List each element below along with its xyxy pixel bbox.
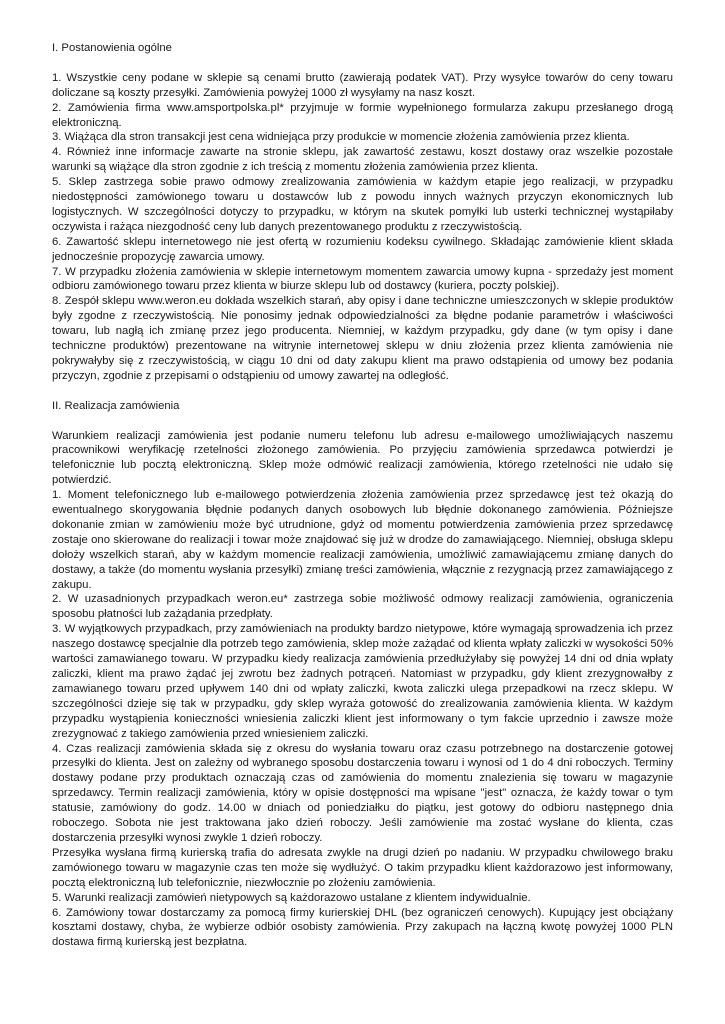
paragraph-2-6: 6. Zamówiony towar dostarczamy za pomocą firmy kurierskiej DHL (bez ograniczeń cenowych). Kupujący jest obciążany kosztami dostawy, chyba, że wybierze odbiór osobisty zamówienia. Przy zakupach na łączną kwotę powyżej 1000 PLN dostawa firmą kurierską jest bezpłatna.	[52, 906, 673, 949]
paragraph-2-1: 1. Moment telefonicznego lub e-mailowego potwierdzenia złożenia zamówienia przez sprzedawcę jest też okazją do ewentualnego skorygowania błędnie podanych danych osobowych lub błędnie dokonanego zamówienia. Późniejsze dokonanie zmian w zamówieniu może być utrudnione, gdyż od momentu potwierdzenia zamówienia przez sprzedawcę zostaje ono skierowane do realizacji i towar może znajdować się już w drodze do zamawiającego. Niemniej, obsługa sklepu dołoży wszelkich starań, aby w każdym momencie realizacji zamówienia, umożliwić zamawiającemu zmianę danych do dostawy, a także (do momentu wysłania przesyłki) zmianę treści zamówienia, włącznie z rezygnacją przez zamawiającego z zakupu.	[52, 489, 673, 591]
spacer	[52, 384, 673, 399]
paragraph-2-4-cont: Przesyłka wysłana firmą kurierską trafia do adresata zwykle na drugi dzień po nadaniu. W przypadku chwilowego braku zamówionego towaru w magazynie czas ten może się wydłużyć. O takim przypadku klient każdorazowo jest informowany, pocztą elektroniczną lub telefonicznie, niezwłocznie po złożeniu zamówienia.	[52, 846, 673, 889]
paragraph-1-3: 3. Wiążąca dla stron transakcji jest cena widniejąca przy produkcie w momencie złożenia zamówienia przez klienta.	[52, 131, 630, 144]
paragraph-1-8: 8. Zespół sklepu www.weron.eu dokłada wszelkich starań, aby opisy i dane techniczne umieszczonych w sklepie produktów były zgodne z rzeczywistością. Nie ponosimy jednak odpowiedzialności za błędne podanie parametrów i właściwości towaru, lub nagłą ich zmianę przez jego producenta. Niemniej, w każdym przypadku, gdy dane (w tym opisy i dane techniczne produktów) prezentowane na witrynie internetowej sklepu w dniu złożenia przez klienta zamówienia nie pokrywałyby się z rzeczywistością, w ciągu 10 dni od daty zakupu klient ma prawo odstąpienia od umowy bez podania przyczyn, zgodnie z przepisami o odstąpieniu od umowy zawartej na odległość.	[52, 295, 673, 382]
section-2-heading: II. Realizacja zamówienia	[52, 399, 180, 412]
paragraph-2-3: 3. W wyjątkowych przypadkach, przy zamówieniach na produkty bardzo nietypowe, które wymagają sprowadzenia ich przez naszego dostawcę specjalnie dla potrzeb tego zamówienia, sklep może zażądać od klienta wpłaty zaliczki w wysokości 50% wartości zamawianego towaru. W przypadku kiedy realizacja zamówienia przedłużyłaby się powyżej 14 dni od dnia wpłaty zaliczki, klient ma prawo żądać jej zwrotu bez żadnych potrąceń. Natomiast w przypadku, gdy klient zrezygnowałby z zamawianego towaru przed upływem 140 dni od wpłaty zaliczki, kwota zaliczki ulega przepadkowi na rzecz sklepu. W szczególności dzieje się tak w przypadku, gdy sklep wyraża gotowość do zrealizowania zamówienia klienta. W każdym przypadku wystąpienia konieczności wniesienia zaliczki klient jest informowany o tym fakcie uprzednio i zawsze może zrezygnować z takiego zamówienia przed wniesieniem zaliczki.	[52, 623, 673, 740]
paragraph-2-5: 5. Warunki realizacji zamówień nietypowych są każdorazowo ustalane z klientem indywidualnie.	[52, 891, 531, 904]
paragraph-1-7: 7. W przypadku złożenia zamówienia w sklepie internetowym momentem zawarcia umowy kupna - sprzedaży jest moment odbioru zamówionego towaru przez klienta w biurze sklepu lub od dostawcy (kuriera, poczty polskiej).	[52, 265, 673, 293]
paragraph-1-6: 6. Zawartość sklepu internetowego nie jest ofertą w rozumieniu kodeksu cywilnego. Składając zamówienie klient składa jednocześnie propozycję zawarcia umowy.	[52, 235, 673, 263]
spacer	[52, 414, 673, 429]
document-page	[52, 41, 673, 950]
paragraph-2-2: 2. W uzasadnionych przypadkach weron.eu* zastrzega sobie możliwość odmowy realizacji zamówienia, ograniczenia sposobu płatności lub zażądania przedpłaty.	[52, 593, 673, 621]
paragraph-1-1: 1. Wszystkie ceny podane w sklepie są cenami brutto (zawierają podatek VAT). Przy wysyłce towarów do ceny towaru doliczane są koszty przesyłki. Zamówienia powyżej 1000 zł wysyłamy na nasz koszt.	[52, 71, 673, 99]
paragraph-2-intro: Warunkiem realizacji zamówienia jest podanie numeru telefonu lub adresu e-mailowego umożliwiających naszemu pracownikowi weryfikację rzetelności złożonego zamówienia. Po przyjęciu zamówienia sprzedawca potwierdzi je telefonicznie lub pocztą elektroniczną. Sklep może odmówić realizacji zamówienia, którego rzetelności nie udało się potwierdzić.	[52, 429, 673, 487]
spacer	[52, 56, 673, 71]
paragraph-1-5: 5. Sklep zastrzega sobie prawo odmowy zrealizowania zamówienia w każdym etapie jego realizacji, w przypadku niedostępności zamówionego towaru u dostawców lub z powodu innych ważnych przyczyn ekonomicznych lub logistycznych. W szczególności dotyczy to przypadku, w którym na skutek pomyłki lub usterki technicznej wystąpiłaby oczywista i rażąca niezgodność ceny lub danych prezentowanego produktu z rzeczywistością.	[52, 176, 673, 233]
section-1-heading: I. Postanowienia ogólne	[52, 42, 172, 54]
paragraph-1-2: 2. Zamówienia firma www.amsportpolska.pl* przyjmuje w formie wypełnionego formularza zakupu przesłanego drogą elektroniczną.	[52, 101, 673, 129]
paragraph-1-4: 4. Również inne informacje zawarte na stronie sklepu, jak zawartość zestawu, koszt dostawy oraz wszelkie pozostałe warunki są wiążące dla stron zgodnie z ich treścią z momentu złożenia zamówienia przez klienta.	[52, 146, 673, 174]
paragraph-2-4: 4. Czas realizacji zamówienia składa się z okresu do wysłania towaru oraz czasu potrzebnego na dostarczenie gotowej przesyłki do klienta. Jest on zależny od wybranego sposobu dostarczenia towaru i wynosi od 1 do 4 dni roboczych. Terminy dostawy podane przy produktach oznaczają czas od zamówienia do momentu znalezienia się towaru w magazynie sprzedawcy. Termin realizacji zamówienia, który w opisie dostępności ma wpisane "jest" oznacza, że każdy towar o tym statusie, zamówiony do godz. 14.00 w dniach od poniedziałku do piątku, jest gotowy do odbioru następnego dnia roboczego. Sobota nie jest traktowana jako dzień roboczy. Jeśli zamówienie ma zostać wysłane do klienta, czas dostarczenia przesyłki wynosi zwykle 1 dzień roboczy.	[52, 742, 673, 844]
